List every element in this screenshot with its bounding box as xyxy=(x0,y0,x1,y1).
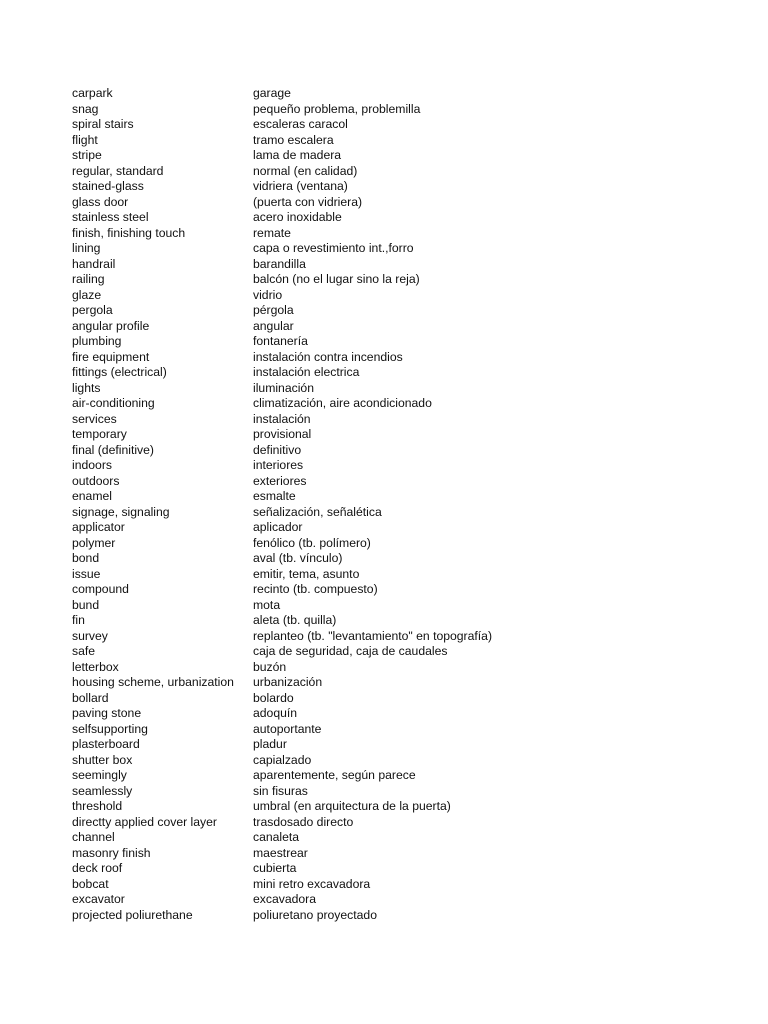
english-term: selfsupporting xyxy=(72,721,148,736)
english-term: seemingly xyxy=(72,768,127,782)
glossary-row xyxy=(72,675,732,691)
english-term: seamlessly xyxy=(72,783,133,798)
english-term: pergola xyxy=(72,303,113,317)
english-term: fin xyxy=(72,613,85,627)
glossary-row xyxy=(72,877,732,893)
glossary-row xyxy=(72,412,732,428)
glossary-row xyxy=(72,319,732,335)
english-term: threshold xyxy=(72,799,123,813)
spanish-translation: exteriores xyxy=(253,473,307,488)
glossary-row xyxy=(72,598,732,614)
spanish-translation: pladur xyxy=(253,737,287,751)
glossary-row xyxy=(72,908,732,924)
glossary-row xyxy=(72,458,732,474)
spanish-translation: poliuretano proyectado xyxy=(253,907,377,922)
spanish-translation: sin fisuras xyxy=(253,783,308,798)
spanish-translation: capialzado xyxy=(253,752,312,767)
english-term: air-conditioning xyxy=(72,396,155,410)
english-term: finish, finishing touch xyxy=(72,225,186,240)
glossary-row xyxy=(72,210,732,226)
spanish-translation: acero inoxidable xyxy=(253,210,342,224)
english-term: directty applied cover layer xyxy=(72,814,217,829)
glossary-row xyxy=(72,861,732,877)
glossary-row xyxy=(72,737,732,753)
english-term: regular, standard xyxy=(72,163,164,178)
english-term: applicator xyxy=(72,520,125,534)
glossary-row xyxy=(72,117,732,133)
spanish-translation: maestrear xyxy=(253,845,308,860)
spanish-translation: fontanería xyxy=(253,334,308,348)
spanish-translation: replanteo (tb. "levantamiento" en topografía) xyxy=(253,628,493,643)
english-term: polymer xyxy=(72,535,116,550)
spanish-translation: mini retro excavadora xyxy=(253,876,371,891)
spanish-translation: aplicador xyxy=(253,520,303,534)
glossary-row xyxy=(72,551,732,567)
spanish-translation: provisional xyxy=(253,427,312,441)
spanish-translation: urbanización xyxy=(253,675,323,689)
glossary-row xyxy=(72,536,732,552)
spanish-translation: buzón xyxy=(253,659,287,674)
english-term: stainless steel xyxy=(72,210,149,224)
english-term: glass door xyxy=(72,194,129,209)
english-term: carpark xyxy=(72,86,113,100)
english-term: plumbing xyxy=(72,334,122,348)
english-term: housing scheme, urbanization xyxy=(72,675,234,689)
english-term: signage, signaling xyxy=(72,504,170,519)
english-term: services xyxy=(72,411,117,426)
glossary-row xyxy=(72,505,732,521)
english-term: fire equipment xyxy=(72,349,150,364)
spanish-translation: angular xyxy=(253,318,294,333)
glossary-list xyxy=(72,86,732,923)
english-term: channel xyxy=(72,830,115,844)
glossary-row xyxy=(72,799,732,815)
spanish-translation: autoportante xyxy=(253,721,322,736)
spanish-translation: fenólico (tb. polímero) xyxy=(253,535,371,550)
english-term: bollard xyxy=(72,690,109,705)
spanish-translation: (puerta con vidriera) xyxy=(253,194,363,209)
glossary-row xyxy=(72,381,732,397)
spanish-translation: tramo escalera xyxy=(253,132,334,147)
glossary-row xyxy=(72,644,732,660)
spanish-translation: bolardo xyxy=(253,690,294,705)
spanish-translation: caja de seguridad, caja de caudales xyxy=(253,644,448,658)
english-term: handrail xyxy=(72,256,116,271)
glossary-row xyxy=(72,195,732,211)
english-term: excavator xyxy=(72,892,125,906)
english-term: indoors xyxy=(72,458,112,472)
spanish-translation: señalización, señalética xyxy=(253,504,382,519)
glossary-row xyxy=(72,272,732,288)
spanish-translation: barandilla xyxy=(253,256,306,271)
english-term: masonry finish xyxy=(72,845,151,860)
english-term: bobcat xyxy=(72,876,109,891)
spanish-translation: definitivo xyxy=(253,442,302,457)
glossary-row xyxy=(72,629,732,645)
english-term: temporary xyxy=(72,427,127,441)
english-term: bond xyxy=(72,551,100,565)
spanish-translation: pérgola xyxy=(253,303,294,317)
glossary-row xyxy=(72,830,732,846)
glossary-row xyxy=(72,148,732,164)
spanish-translation: remate xyxy=(253,225,291,240)
glossary-row xyxy=(72,489,732,505)
glossary-row xyxy=(72,474,732,490)
glossary-row xyxy=(72,133,732,149)
english-term: fittings (electrical) xyxy=(72,365,167,379)
english-term: safe xyxy=(72,644,96,658)
glossary-row xyxy=(72,520,732,536)
spanish-translation: mota xyxy=(253,597,281,612)
english-term: snag xyxy=(72,101,99,116)
spanish-translation: instalación contra incendios xyxy=(253,349,403,364)
english-term: enamel xyxy=(72,489,112,503)
spanish-translation: umbral (en arquitectura de la puerta) xyxy=(253,799,451,813)
glossary-row xyxy=(72,768,732,784)
glossary-row xyxy=(72,179,732,195)
spanish-translation: trasdosado directo xyxy=(253,814,354,829)
glossary-row xyxy=(72,303,732,319)
glossary-row xyxy=(72,784,732,800)
spanish-translation: capa o revestimiento int.,forro xyxy=(253,241,414,255)
glossary-row xyxy=(72,288,732,304)
glossary-row xyxy=(72,427,732,443)
spanish-translation: vidrio xyxy=(253,287,283,302)
spanish-translation: climatización, aire acondicionado xyxy=(253,396,432,410)
glossary-row xyxy=(72,567,732,583)
glossary-row xyxy=(72,892,732,908)
spanish-translation: normal (en calidad) xyxy=(253,163,358,178)
glossary-row xyxy=(72,846,732,862)
glossary-row xyxy=(72,722,732,738)
glossary-row xyxy=(72,257,732,273)
english-term: deck roof xyxy=(72,861,123,875)
english-term: outdoors xyxy=(72,473,120,488)
english-term: paving stone xyxy=(72,706,142,720)
glossary-row xyxy=(72,691,732,707)
glossary-row xyxy=(72,660,732,676)
spanish-translation: escaleras caracol xyxy=(253,117,348,131)
english-term: lining xyxy=(72,241,101,255)
english-term: survey xyxy=(72,628,108,643)
spanish-translation: canaleta xyxy=(253,830,300,844)
english-term: letterbox xyxy=(72,659,119,674)
glossary-row xyxy=(72,443,732,459)
english-term: compound xyxy=(72,582,129,596)
glossary-row xyxy=(72,706,732,722)
english-term: bund xyxy=(72,597,100,612)
spanish-translation: lama de madera xyxy=(253,148,342,162)
spanish-translation: garage xyxy=(253,86,291,100)
english-term: glaze xyxy=(72,287,102,302)
glossary-row xyxy=(72,226,732,242)
glossary-row xyxy=(72,164,732,180)
spanish-translation: iluminación xyxy=(253,380,314,395)
glossary-row xyxy=(72,86,732,102)
english-term: stained-glass xyxy=(72,179,144,193)
english-term: final (definitive) xyxy=(72,442,154,457)
glossary-row xyxy=(72,350,732,366)
glossary-row xyxy=(72,334,732,350)
glossary-row xyxy=(72,241,732,257)
english-term: flight xyxy=(72,132,98,147)
spanish-translation: balcón (no el lugar sino la reja) xyxy=(253,272,420,286)
english-term: projected poliurethane xyxy=(72,907,193,922)
english-term: shutter box xyxy=(72,752,133,767)
spanish-translation: vidriera (ventana) xyxy=(253,179,348,193)
glossary-row xyxy=(72,582,732,598)
english-term: angular profile xyxy=(72,318,150,333)
spanish-translation: aval (tb. vínculo) xyxy=(253,551,343,565)
glossary-row xyxy=(72,396,732,412)
glossary-row xyxy=(72,365,732,381)
english-term: stripe xyxy=(72,148,102,162)
english-term: railing xyxy=(72,272,105,286)
english-term: lights xyxy=(72,380,101,395)
spanish-translation: interiores xyxy=(253,458,304,472)
english-term: issue xyxy=(72,566,101,581)
spanish-translation: instalación xyxy=(253,411,311,426)
glossary-row xyxy=(72,613,732,629)
spanish-translation: esmalte xyxy=(253,489,296,503)
glossary-row xyxy=(72,815,732,831)
spanish-translation: aparentemente, según parece xyxy=(253,768,416,782)
english-term: plasterboard xyxy=(72,737,140,751)
spanish-translation: excavadora xyxy=(253,892,317,906)
glossary-row xyxy=(72,753,732,769)
english-term: spiral stairs xyxy=(72,117,134,131)
spanish-translation: aleta (tb. quilla) xyxy=(253,613,337,627)
glossary-row xyxy=(72,102,732,118)
spanish-translation: emitir, tema, asunto xyxy=(253,566,360,581)
spanish-translation: pequeño problema, problemilla xyxy=(253,101,421,116)
spanish-translation: instalación electrica xyxy=(253,365,360,379)
spanish-translation: recinto (tb. compuesto) xyxy=(253,582,378,596)
spanish-translation: cubierta xyxy=(253,861,297,875)
spanish-translation: adoquín xyxy=(253,706,298,720)
